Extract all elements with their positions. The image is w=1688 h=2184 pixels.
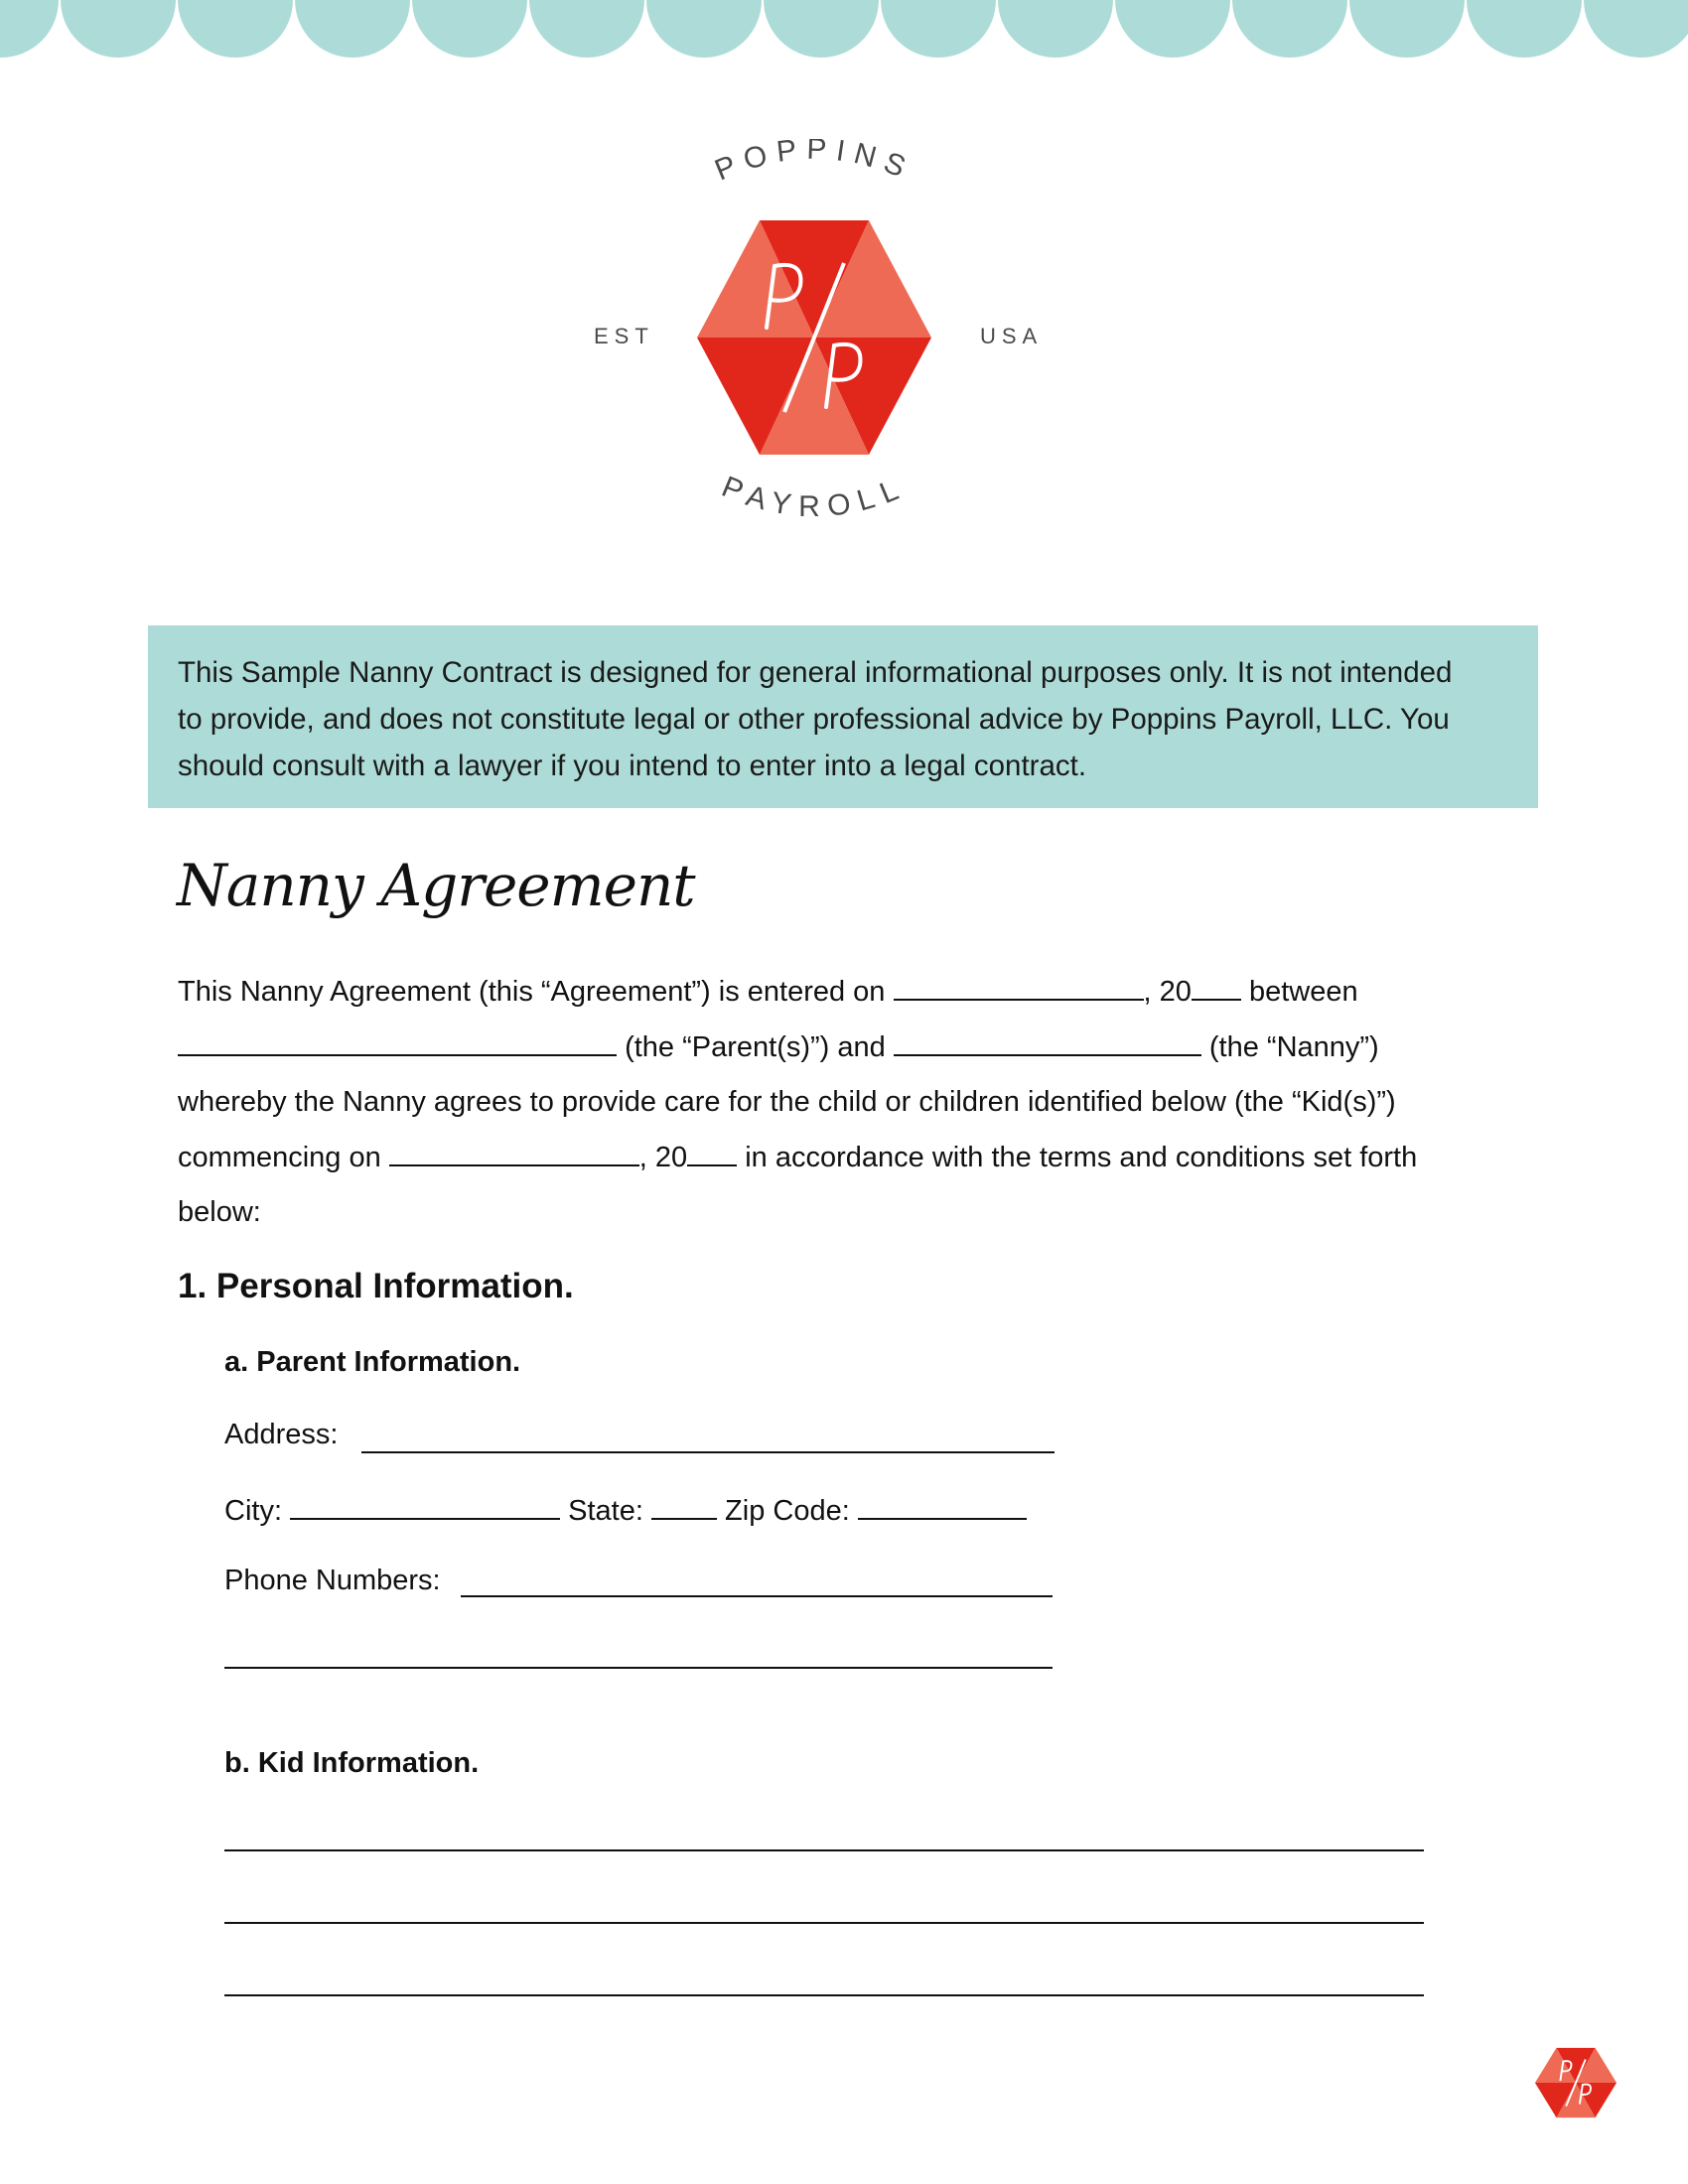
subheading-kid-info: b. Kid Information.: [224, 1747, 480, 1779]
nanny-name-blank[interactable]: [894, 1028, 1201, 1056]
scallop: [1115, 0, 1230, 58]
subheading-parent-info: a. Parent Information.: [224, 1346, 521, 1378]
poppins-payroll-logo: [586, 139, 1102, 536]
scallop: [412, 0, 527, 58]
scallop: [1584, 0, 1688, 58]
scallop: [764, 0, 879, 58]
scallop: [998, 0, 1113, 58]
kid-info-line-1[interactable]: [224, 1849, 1424, 1851]
umbrella-monogram-icon: [697, 220, 931, 455]
phone-field-1[interactable]: [461, 1595, 1053, 1597]
commence-date-blank[interactable]: [389, 1139, 639, 1166]
scallop: [646, 0, 762, 58]
scallop: [529, 0, 644, 58]
date-blank[interactable]: [894, 973, 1144, 1001]
state-label: State:: [568, 1495, 643, 1527]
intro-line-3: whereby the Nanny agrees to provide care for the child or children identified below (the “Kid(s)”): [178, 1086, 1396, 1118]
parent-name-blank[interactable]: [178, 1028, 617, 1056]
state-field[interactable]: [651, 1492, 717, 1520]
zip-label: Zip Code:: [725, 1495, 850, 1527]
city-state-zip-row: [224, 1492, 1027, 1528]
scallop: [1232, 0, 1347, 58]
document-title: Nanny Agreement: [177, 852, 695, 919]
address-label: Address:: [224, 1419, 339, 1450]
disclaimer-line-1: This Sample Nanny Contract is designed for general informational purposes only. It is not intended: [178, 656, 1453, 689]
disclaimer-box: [148, 625, 1538, 808]
logo-bottom-text: PAYROLL: [717, 470, 912, 524]
intro-line-5: below:: [178, 1196, 261, 1228]
agreement-intro: [178, 965, 1508, 1241]
scallop: [881, 0, 996, 58]
scallop: [295, 0, 410, 58]
intro-line-2: (the “Parent(s)”) and (the “Nanny”): [178, 1021, 1508, 1076]
year-blank[interactable]: [1192, 973, 1241, 1001]
scallop: [178, 0, 293, 58]
scallop: [61, 0, 176, 58]
scallop: [1467, 0, 1582, 58]
kid-info-line-2[interactable]: [224, 1922, 1424, 1924]
intro-line-4: commencing on , 20 in accordance with the terms and conditions set forth: [178, 1131, 1508, 1186]
phone-label: Phone Numbers:: [224, 1565, 441, 1596]
zip-field[interactable]: [858, 1492, 1027, 1520]
corner-umbrella-logo-icon: [1533, 2043, 1618, 2122]
intro-line-1: This Nanny Agreement (this “Agreement”) is entered on , 20 between: [178, 965, 1508, 1021]
commence-year-blank[interactable]: [687, 1139, 737, 1166]
address-row: [224, 1419, 338, 1451]
phone-row: [224, 1565, 441, 1597]
address-field[interactable]: [361, 1451, 1055, 1453]
kid-info-line-3[interactable]: [224, 1994, 1424, 1996]
logo-left-text: EST: [594, 324, 654, 348]
scallop: [1349, 0, 1465, 58]
disclaimer-line-3: should consult with a lawyer if you intend to enter into a legal contract.: [178, 750, 1087, 782]
city-label: City:: [224, 1495, 282, 1527]
scalloped-border: [0, 0, 1688, 69]
logo-top-text: POPPINS: [710, 139, 918, 188]
city-field[interactable]: [290, 1492, 560, 1520]
disclaimer-line-2: to provide, and does not constitute legal or other professional advice by Poppins Payroll, LLC. You: [178, 703, 1450, 736]
logo-right-text: USA: [980, 324, 1044, 348]
section-heading-personal-info: 1. Personal Information.: [178, 1267, 574, 1305]
scallop: [0, 0, 59, 58]
phone-field-2[interactable]: [224, 1667, 1053, 1669]
